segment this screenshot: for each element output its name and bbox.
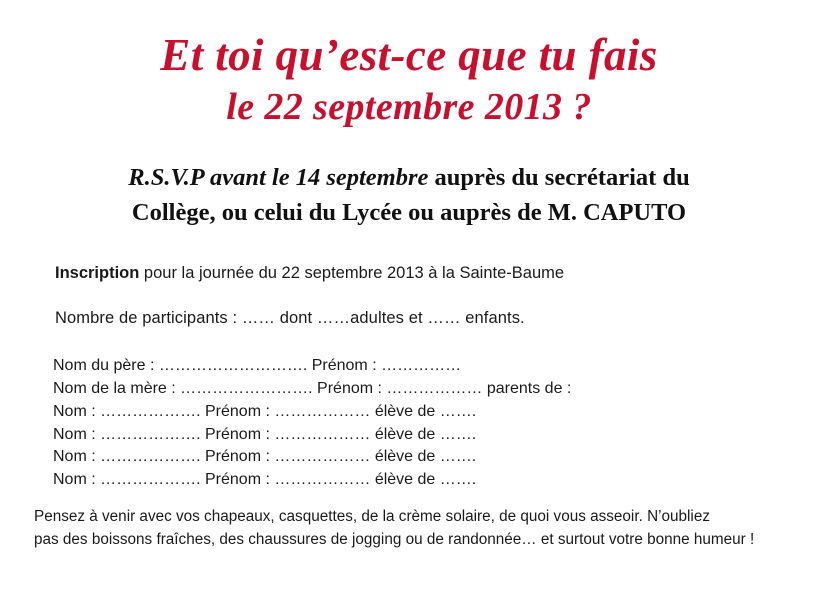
form-rows: [53, 355, 784, 491]
rsvp-block: [34, 161, 784, 231]
footer-line-2: pas des boissons fraîches, des chaussures de jogging ou de randonnée… et surtout votre bonne humeur !: [34, 530, 755, 548]
headline-line-2: le 22 septembre 2013 ?: [226, 86, 592, 129]
form-row-father: Nom du père : ………………………. Prénom : ……………: [53, 357, 462, 375]
footer-note: [34, 506, 788, 552]
body-block: [34, 264, 784, 491]
rsvp-line-1: [48, 161, 770, 196]
form-row-child-2: Nom : ………………. Prénom : ……………… élève de …….: [53, 425, 477, 443]
form-row-child-1: Nom : ………………. Prénom : ……………… élève de …….: [53, 402, 477, 420]
inscription-text: pour la journée du 22 septembre 2013 à la Sainte-Baume: [139, 264, 565, 283]
form-row-child-3: Nom : ………………. Prénom : ……………… élève de …….: [53, 448, 477, 466]
inscription-label: Inscription: [55, 264, 140, 283]
rsvp-deadline: R.S.V.P avant le 14 septembre: [128, 163, 429, 191]
headline-line-1: Et toi qu’est-ce que tu fais: [160, 30, 658, 80]
form-row-mother: Nom de la mère : ……………………. Prénom : ……………… parents de :: [53, 380, 572, 398]
inscription-line: [55, 264, 784, 283]
footer-line-1: Pensez à venir avec vos chapeaux, casquettes, de la crème solaire, de quoi vous asseoir. N’oubliez: [34, 508, 710, 525]
participants-line: Nombre de participants : …… dont ……adultes et …… enfants.: [55, 309, 525, 328]
form-row-child-4: Nom : ………………. Prénom : ……………… élève de …….: [53, 471, 477, 488]
headline: [34, 0, 784, 131]
rsvp-line-2: Collège, ou celui du Lycée ou auprès de M. CAPUTO: [131, 198, 687, 226]
rsvp-contact-start: auprès du secrétariat du: [428, 163, 690, 191]
